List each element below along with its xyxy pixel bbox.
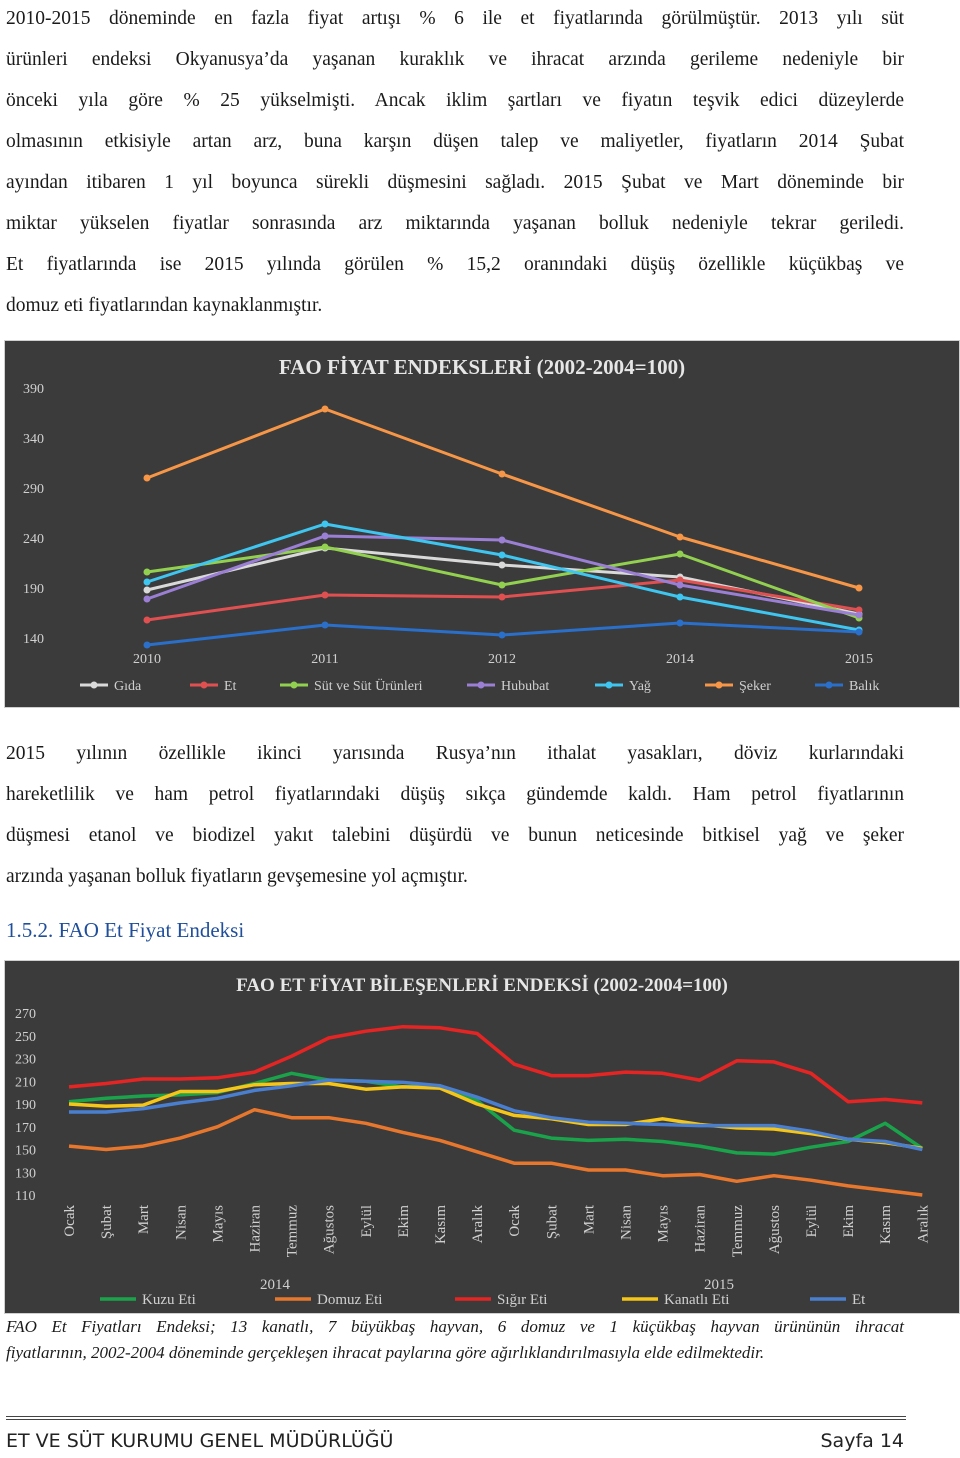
x-tick-label: Eylül: [358, 1205, 375, 1238]
series-line-Kuzu Eti: [69, 1073, 922, 1154]
paragraph-line: domuz eti fiyatlarından kaynaklanmıştır.: [6, 295, 323, 316]
x-tick-label: Kasım: [878, 1205, 895, 1245]
data-point: [677, 594, 684, 601]
x-tick-label: Mart: [581, 1205, 598, 1235]
legend-marker: [606, 682, 613, 689]
paragraph-line: Et fiyatlarında ise 2015 yılında görülen % 15,2 oranındaki düşüş özellikle küçükbaş ve: [6, 254, 904, 275]
data-point: [144, 596, 151, 603]
section-heading: 1.5.2. FAO Et Fiyat Endeksi: [6, 918, 245, 942]
y-tick-label: 270: [15, 1007, 36, 1022]
caption-line: fiyatlarının, 2002-2004 döneminde gerçekleşen ihracat paylarına göre ağırlıklandırılmasıyla elde edilmektedir.: [6, 1343, 765, 1362]
y-tick-label: 390: [23, 382, 44, 397]
x-tick-label: Kasım: [433, 1205, 449, 1245]
paragraph-line: ürünleri endeksi Okyanusya’da yaşanan kuraklık ve ihracat arzında gerileme nedeniyle bir: [6, 49, 904, 70]
y-tick-label: 150: [15, 1143, 36, 1159]
y-tick-label: 230: [15, 1052, 36, 1068]
y-tick-label: 340: [23, 432, 44, 447]
series-Balık: [144, 620, 863, 649]
data-point: [499, 471, 506, 478]
data-point: [144, 569, 151, 576]
data-point: [144, 642, 151, 649]
data-point: [144, 475, 151, 482]
second-paragraph: [6, 733, 904, 897]
x-tick-label: Ocak: [507, 1205, 524, 1237]
x-tick-label: Mayıs: [655, 1205, 672, 1243]
paragraph-line: 2010-2015 döneminde en fazla fiyat artışı % 6 ile et fiyatlarında görülmüştür. 2013 yılı süt: [6, 8, 904, 29]
legend-label: Balık: [849, 679, 880, 694]
paragraph-line: hareketlilik ve ham petrol fiyatlarındaki düşüş sıkça gündemde kaldı. Ham petrol fiyatlarının: [6, 784, 904, 805]
x-tick-label: Ekim: [841, 1205, 858, 1238]
y-tick-label: 190: [15, 1098, 36, 1113]
y-tick-label: 240: [23, 532, 44, 547]
x-tick-label: Eylül: [804, 1205, 820, 1238]
chart-caption: [6, 1314, 904, 1366]
data-point: [144, 617, 151, 624]
paragraph-line: olmasının etkisiyle artan arz, buna karşın düşen talep ve maliyetler, fiyatların 2014 Şubat: [6, 131, 904, 152]
data-point: [856, 585, 863, 592]
data-point: [856, 612, 863, 619]
series-line-Domuz Eti: [69, 1110, 922, 1195]
legend-marker: [716, 682, 723, 689]
legend-marker: [826, 682, 833, 689]
x-tick-label: Mart: [136, 1205, 153, 1235]
footer-organization: ET VE SÜT KURUMU GENEL MÜDÜRLÜĞÜ: [6, 1430, 394, 1452]
x-tick-label: Haziran: [692, 1205, 709, 1253]
x-tick-label: 2015: [845, 652, 873, 667]
legend-label: Domuz Eti: [317, 1292, 383, 1308]
data-point: [677, 582, 684, 589]
legend-label: Et: [224, 679, 237, 694]
legend-marker: [201, 682, 208, 689]
y-tick-label: 130: [15, 1166, 36, 1182]
legend-label: Sığır Eti: [497, 1292, 548, 1308]
x-tick-label: Şubat: [544, 1205, 561, 1240]
y-tick-label: 290: [23, 482, 44, 497]
y-tick-label: 250: [15, 1029, 36, 1045]
y-tick-label: 110: [15, 1189, 36, 1204]
data-point: [499, 632, 506, 639]
data-point: [677, 551, 684, 558]
y-tick-label: 190: [23, 582, 44, 597]
legend-marker: [91, 682, 98, 689]
x-tick-label: Aralık: [915, 1205, 932, 1244]
paragraph-line: arzında yaşanan bolluk fiyatların gevşemesine yol açmıştır.: [6, 866, 468, 887]
data-point: [499, 552, 506, 559]
x-tick-label: Şubat: [99, 1205, 116, 1240]
paragraph-line: 2015 yılının özellikle ikinci yarısında Rusya’nın ithalat yasakları, döviz kurlarındaki: [6, 743, 904, 764]
legend-label: Yağ: [629, 679, 651, 694]
x-tick-label: Nisan: [618, 1205, 635, 1240]
data-point: [144, 579, 151, 586]
legend-label: Süt ve Süt Ürünleri: [314, 679, 423, 694]
fao-price-index-chart: [4, 340, 960, 708]
data-point: [322, 544, 329, 551]
data-point: [322, 521, 329, 528]
legend-label: Gıda: [114, 679, 142, 694]
x-tick-label: Ağustos: [766, 1205, 783, 1255]
fao-meat-index-svg: [5, 961, 959, 1313]
legend-marker: [291, 682, 298, 689]
legend-label: Hububat: [501, 679, 550, 694]
footer-divider: [6, 1419, 906, 1420]
data-point: [322, 406, 329, 413]
x-tick-label: 2014: [666, 652, 694, 667]
paragraph-line: ayından itibaren 1 yıl boyunca sürekli düşmesini sağladı. 2015 Şubat ve Mart döneminde bir: [6, 172, 904, 193]
y-tick-label: 170: [15, 1120, 36, 1136]
data-point: [499, 582, 506, 589]
year-label: 2014: [260, 1277, 290, 1293]
fao-meat-index-chart: [4, 960, 960, 1314]
y-tick-label: 210: [15, 1075, 36, 1091]
y-tick-label: 140: [23, 632, 44, 647]
x-tick-label: Temmuz: [284, 1205, 301, 1258]
year-label: 2015: [704, 1277, 734, 1293]
data-point: [499, 594, 506, 601]
x-tick-label: 2012: [488, 652, 516, 667]
data-point: [677, 620, 684, 627]
x-tick-label: Mayıs: [210, 1205, 227, 1243]
caption-line: FAO Et Fiyatları Endeksi; 13 kanatlı, 7 büyükbaş hayvan, 6 domuz ve 1 küçükbaş hayvan ürününün ihracat: [6, 1317, 904, 1336]
paragraph-line: miktar yükselen fiyatlar sonrasında arz miktarında yaşanan bolluk nedeniyle tekrar geriledi.: [6, 213, 904, 234]
legend-label: Et: [852, 1292, 866, 1308]
x-tick-label: Temmuz: [729, 1205, 746, 1258]
data-point: [677, 534, 684, 541]
fao-price-index-svg: [5, 341, 959, 707]
x-tick-label: Ekim: [395, 1205, 412, 1238]
x-tick-label: 2011: [311, 652, 339, 667]
data-point: [499, 562, 506, 569]
page-number: Sayfa 14: [820, 1430, 904, 1452]
x-tick-label: 2010: [133, 652, 161, 667]
legend-label: Şeker: [739, 679, 771, 694]
legend-label: Kanatlı Eti: [664, 1292, 730, 1308]
x-tick-label: Nisan: [173, 1205, 190, 1240]
chart-title: FAO ET FİYAT BİLEŞENLERİ ENDEKSİ (2002-2004=100): [236, 975, 728, 996]
intro-paragraph: [6, 0, 904, 326]
chart-title: FAO FİYAT ENDEKSLERİ (2002-2004=100): [278, 355, 686, 379]
paragraph-line: düşmesi etanol ve biodizel yakıt talebini düşürdü ve bunun neticesinde bitkisel yağ ve şeker: [6, 825, 904, 846]
x-tick-label: Aralık: [470, 1205, 487, 1244]
x-tick-label: Haziran: [247, 1205, 264, 1253]
legend-label: Kuzu Eti: [142, 1292, 196, 1308]
data-point: [144, 587, 151, 594]
data-point: [856, 629, 863, 636]
data-point: [322, 622, 329, 629]
x-tick-label: Ağustos: [321, 1205, 338, 1255]
paragraph-line: önceki yıla göre % 25 yükselmişti. Ancak iklim şartları ve fiyatın teşvik edici düzeylerde: [6, 90, 904, 111]
data-point: [499, 537, 506, 544]
x-tick-label: Ocak: [62, 1205, 78, 1237]
legend-marker: [478, 682, 485, 689]
data-point: [322, 592, 329, 599]
footer-divider: [6, 1416, 906, 1417]
data-point: [322, 533, 329, 540]
